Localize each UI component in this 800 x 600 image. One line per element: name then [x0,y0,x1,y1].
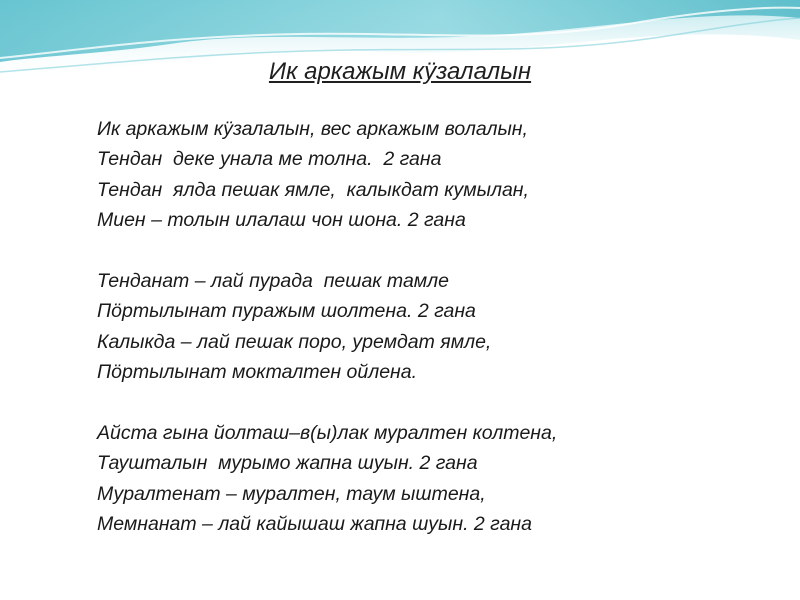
stanza [97,114,777,236]
slide-title: Ик аркажым кӱзалалын [268,58,532,85]
poem-line: Тендан ялда пешак ямле, калыкдат кумылан, [97,178,529,201]
poem-line: Айста гына йолташ–в(ы)лак муралтен колтена, [97,422,558,445]
poem-line: Таушталын мурымо жапна шуын. 2 гана [97,452,478,475]
poem-line: Тендан деке унала ме толна. 2 гана [97,148,442,171]
poem-line: Мемнанат – лай кайышаш жапна шуын. 2 гана [97,513,532,536]
poem-line: Пӧртылынат мокталтен ойлена. [97,361,418,384]
stanza [97,418,777,540]
poem-line: Ик аркажым кӱзалалын, вес аркажым волалын, [97,118,528,140]
poem-line: Муралтенат – муралтен, таум ыштена, [97,482,486,505]
poem-line: Тенданат – лай пурада пешак тамле [97,270,450,293]
poem-line: Миен – толын илалаш чон шона. 2 гана [97,209,466,232]
poem-line: Пӧртылынат пуражым шолтена. 2 гана [97,300,476,323]
stanza [97,266,777,388]
poem-line: Калыкда – лай пешак поро, уремдат ямле, [97,330,492,353]
poem-body [97,114,777,540]
decorative-wave-header [0,0,800,110]
